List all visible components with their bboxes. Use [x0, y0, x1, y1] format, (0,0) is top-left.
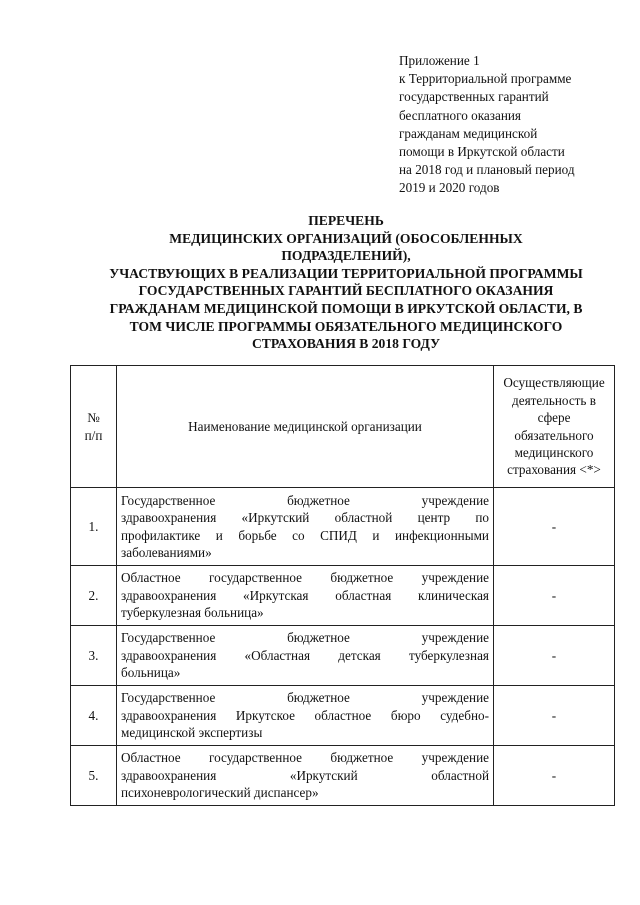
appendix-line: гражданам медицинской: [399, 125, 538, 141]
header-number-abbr: п/п: [84, 427, 103, 443]
table-row: [71, 488, 615, 566]
header-organization-name: Наименование медицинской организации: [117, 366, 494, 488]
header-activity-line: Осуществляющие: [503, 375, 605, 391]
organization-name-line: здравоохранения «Иркутский областной центр по: [121, 510, 489, 526]
header-number-sign: №: [87, 410, 100, 426]
appendix-line: 2019 и 2020 годов: [399, 180, 500, 196]
appendix-note: [399, 52, 629, 198]
organization-name-line: больница»: [121, 665, 181, 681]
header-oms-activity: [494, 366, 615, 488]
organization-name: [117, 686, 494, 746]
organization-name-line: Областное государственное бюджетное учреждение: [121, 570, 489, 586]
appendix-line: на 2018 год и плановый период: [399, 162, 575, 178]
organization-name-line: здравоохранения «Иркутский областной: [121, 767, 489, 783]
header-activity-line: сфере: [537, 410, 571, 426]
header-activity-line: страхования <*>: [507, 462, 601, 478]
organization-name: [117, 746, 494, 806]
appendix-line: помощи в Иркутской области: [399, 144, 565, 160]
organization-name-line: профилактике и борьбе со СПИД и инфекционными: [121, 527, 489, 543]
row-number: 3.: [71, 626, 117, 686]
row-number: 5.: [71, 746, 117, 806]
organization-name: [117, 626, 494, 686]
row-number: 4.: [71, 686, 117, 746]
title-line: ПЕРЕЧЕНЬ: [308, 213, 384, 228]
oms-activity-value: -: [494, 746, 615, 806]
organization-name-line: Областное государственное бюджетное учреждение: [121, 750, 489, 766]
organization-name-line: здравоохранения «Иркутская областная клиническая: [121, 587, 489, 603]
organization-name-line: здравоохранения «Областная детская туберкулезная: [121, 647, 489, 663]
header-activity-line: медицинского: [514, 444, 594, 460]
appendix-line: к Территориальной программе: [399, 71, 572, 87]
appendix-line: государственных гарантий: [399, 89, 549, 105]
title-line: МЕДИЦИНСКИХ ОРГАНИЗАЦИЙ (ОБОСОБЛЕННЫХ: [169, 230, 523, 246]
title-line: ГОСУДАРСТВЕННЫХ ГАРАНТИЙ БЕСПЛАТНОГО ОКАЗАНИЯ: [138, 283, 554, 299]
organizations-table: [70, 365, 615, 806]
title-line: СТРАХОВАНИЯ В 2018 ГОДУ: [251, 336, 441, 352]
header-activity-line: обязательного: [514, 427, 594, 443]
organization-name-line: Государственное бюджетное учреждение: [121, 630, 489, 646]
header-activity-line: деятельность в: [512, 392, 596, 408]
row-number: 1.: [71, 488, 117, 566]
organization-name-line: психоневрологический диспансер»: [121, 785, 319, 801]
organization-name-line: здравоохранения Иркутское областное бюро судебно-: [121, 707, 489, 723]
title-line: ГРАЖДАНАМ МЕДИЦИНСКОЙ ПОМОЩИ В ИРКУТСКОЙ ОБЛАСТИ, В: [109, 300, 583, 316]
organization-name: [117, 488, 494, 566]
organization-name-line: Государственное бюджетное учреждение: [121, 492, 489, 508]
title-line: ТОМ ЧИСЛЕ ПРОГРАММЫ ОБЯЗАТЕЛЬНОГО МЕДИЦИНСКОГО: [129, 318, 563, 334]
table-row: [71, 746, 615, 806]
title-line: УЧАСТВУЮЩИХ В РЕАЛИЗАЦИИ ТЕРРИТОРИАЛЬНОЙ ПРОГРАММЫ: [109, 265, 583, 281]
table-row: [71, 566, 615, 626]
organization-name-line: туберкулезная больница»: [121, 605, 264, 621]
organization-name-line: медицинской экспертизы: [121, 725, 263, 741]
organization-name-line: Государственное бюджетное учреждение: [121, 690, 489, 706]
appendix-line: Приложение 1: [399, 53, 480, 68]
table-row: [71, 626, 615, 686]
oms-activity-value: -: [494, 566, 615, 626]
organization-name: [117, 566, 494, 626]
oms-activity-value: -: [494, 626, 615, 686]
appendix-line: бесплатного оказания: [399, 107, 522, 123]
oms-activity-value: -: [494, 686, 615, 746]
header-number: [71, 366, 117, 488]
document-title: [70, 212, 622, 353]
title-line: ПОДРАЗДЕЛЕНИЙ),: [281, 248, 411, 264]
table-row: [71, 686, 615, 746]
organization-name-line: заболеваниями»: [121, 544, 212, 560]
oms-activity-value: -: [494, 488, 615, 566]
table-header-row: [71, 366, 615, 488]
row-number: 2.: [71, 566, 117, 626]
